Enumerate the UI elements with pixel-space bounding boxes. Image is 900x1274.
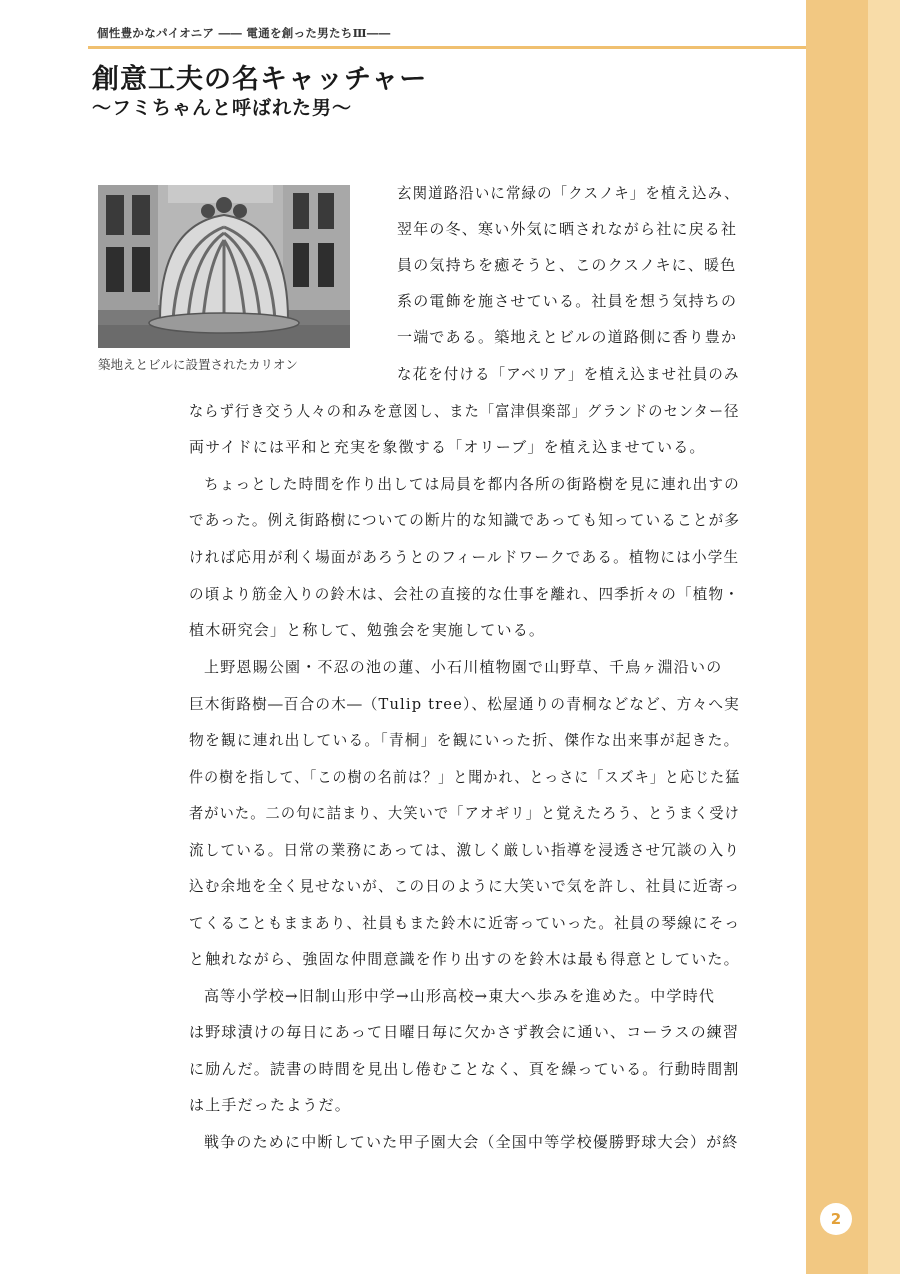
body-line: は野球漬けの毎日にあって日曜日毎に欠かさず教会に通い、コーラスの練習 <box>189 1023 740 1041</box>
side-color-band <box>806 0 868 1274</box>
body-line: な花を付ける「アベリア」を植え込ませ社員のみ <box>397 365 740 383</box>
body-line: 込む余地を全く見せないが、この日のように大笑いで気を許し、社員に近寄っ <box>189 877 741 895</box>
body-line: と触れながら、強固な仲間意識を作り出すのを鈴木は最も得意としていた。 <box>189 950 740 968</box>
header-rule <box>88 46 806 49</box>
body-line: 系の電飾を施させている。社員を想う気持ちの <box>397 292 738 310</box>
body-line: 玄関道路沿いに常緑の「クスノキ」を植え込み、 <box>397 184 740 202</box>
body-line: 件の樹を指して、「この樹の名前は？」と聞かれ、とっさに「スズキ」と応じた猛 <box>189 768 741 786</box>
body-line: ちょっとした時間を作り出しては局員を都内各所の街路樹を見に連れ出すの <box>204 475 740 493</box>
body-line: 巨木街路樹―百合の木―（Tulip tree）、松屋通りの青桐などなど、方々へ実 <box>189 695 740 713</box>
running-head: 個性豊かなパイオニア ―― 電通を創った男たちⅢ―― <box>97 26 391 40</box>
body-line: に励んだ。読書の時間を見出し倦むことなく、頁を繰っている。行動時間割 <box>189 1060 740 1078</box>
body-line: は上手だったようだ。 <box>189 1096 352 1114</box>
body-line: 翌年の冬、寒い外気に晒されながら社に戻る社 <box>397 220 738 238</box>
body-line: ければ応用が利く場面があろうとのフィールドワークである。植物には小学生 <box>189 548 740 566</box>
carillon-photo <box>98 185 350 348</box>
body-line: てくることもままあり、社員もまた鈴木に近寄っていった。社員の琴線にそっ <box>189 914 741 932</box>
body-line: 上野恩賜公園・不忍の池の蓮、小石川植物園で山野草、千鳥ヶ淵沿いの <box>204 658 723 676</box>
body-line: 者がいた。二の句に詰まり、大笑いで「アオギリ」と覚えたろう、とうまく受け <box>189 804 740 822</box>
body-line: ならず行き交う人々の和みを意図し、また「富津倶楽部」グランドのセンター径 <box>189 402 740 420</box>
body-line: 戦争のために中断していた甲子園大会（全国中等学校優勝野球大会）が終 <box>204 1133 739 1151</box>
body-line: 高等小学校→旧制山形中学→山形高校→東大へ歩みを進めた。中学時代 <box>204 987 716 1005</box>
body-line: 両サイドには平和と充実を象徴する「オリーブ」を植え込ませている。 <box>189 438 706 456</box>
article-subtitle: 〜フミちゃんと呼ばれた男〜 <box>92 97 353 119</box>
article-title: 創意工夫の名キャッチャー <box>92 64 428 95</box>
body-line: 植木研究会」と称して、勉強会を実施している。 <box>189 621 546 639</box>
body-line: 一端である。築地えとビルの道路側に香り豊か <box>397 328 738 346</box>
body-line: の頃より筋金入りの鈴木は、会社の直接的な仕事を離れ、四季折々の「植物・ <box>189 585 740 603</box>
body-line: 員の気持ちを癒そうと、このクスノキに、暖色 <box>397 256 737 274</box>
page-number: 2 <box>830 1210 842 1228</box>
body-line: 流している。日常の業務にあっては、激しく厳しい指導を浸透させ冗談の入り <box>189 841 740 859</box>
body-line: 物を観に連れ出している。「青桐」を観にいった折、傑作な出来事が起きた。 <box>189 731 740 749</box>
side-color-band-light <box>868 0 900 1274</box>
photo-caption: 築地えとビルに設置されたカリオン <box>98 357 298 372</box>
body-line: であった。例え街路樹についての断片的な知識であっても知っていることが多 <box>189 511 741 529</box>
